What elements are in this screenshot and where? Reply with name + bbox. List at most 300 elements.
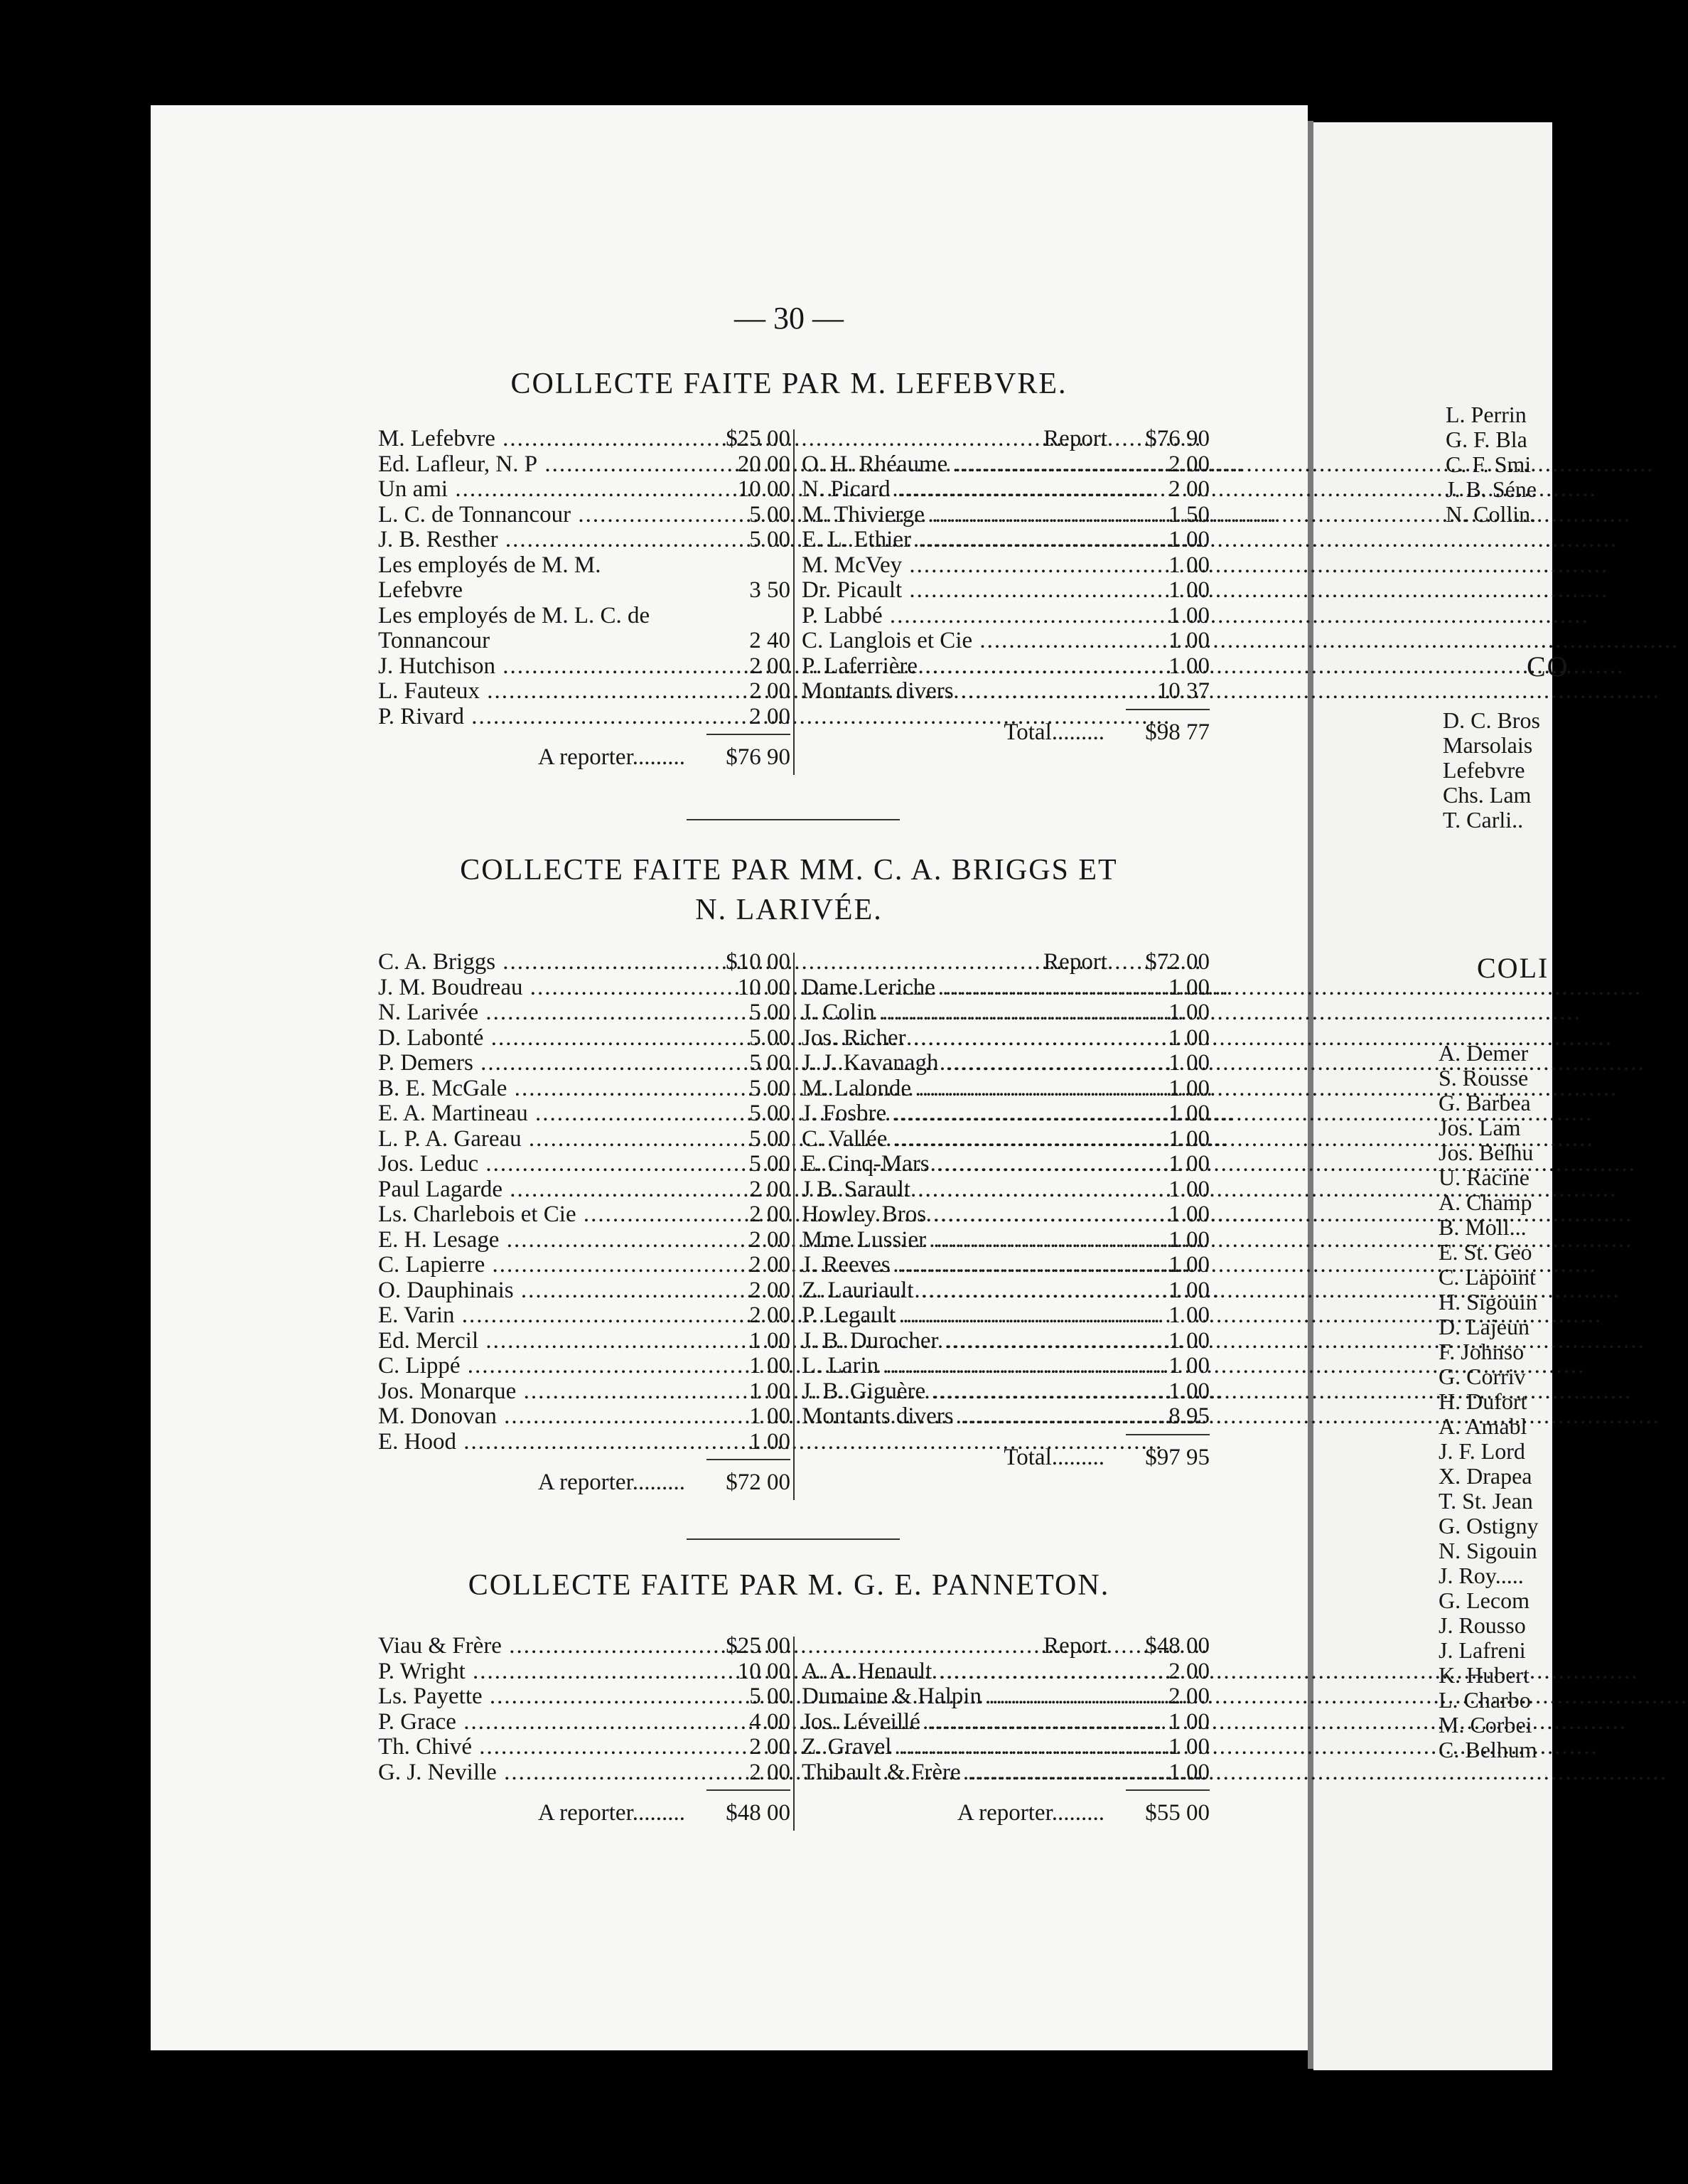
list-item bbox=[802, 553, 1210, 579]
contributor-name: J B. Sarault ..... bbox=[802, 1177, 1107, 1203]
contributor-name: Les employés de M. M. Lefebvre bbox=[378, 552, 601, 603]
facing-page-entry: M. Corbei bbox=[1439, 1712, 1532, 1738]
contribution-amount: 4 00 bbox=[749, 1708, 790, 1735]
contributor-name: N. Picard ..... bbox=[802, 477, 1107, 503]
list-item bbox=[802, 1735, 1210, 1760]
contributor-name: D. Labonté ..... bbox=[378, 1026, 684, 1051]
contributor-name: Ls. Payette ..... bbox=[378, 1684, 684, 1710]
total-row bbox=[802, 1445, 1210, 1477]
contributor-name: Jos. Léveillé ..... bbox=[802, 1710, 1107, 1735]
facing-page-entry: H. Sigouin bbox=[1439, 1289, 1537, 1315]
contributor-name: Montants divers ..... bbox=[802, 679, 1107, 705]
list-item bbox=[378, 705, 790, 730]
contribution-amount: 2 00 bbox=[1168, 451, 1210, 477]
list-item bbox=[802, 1127, 1210, 1152]
list-item bbox=[802, 477, 1210, 503]
list-item bbox=[802, 1634, 1210, 1659]
footer-amount: $48 00 bbox=[726, 1800, 790, 1826]
facing-page-list bbox=[1439, 1041, 1538, 1762]
contribution-amount: 5 00 bbox=[749, 1684, 790, 1709]
contribution-amount: 2 00 bbox=[749, 1226, 790, 1253]
list-item bbox=[378, 477, 790, 503]
contribution-amount: 1 00 bbox=[1168, 1252, 1210, 1278]
contributor-name: A. A. Henault ..... bbox=[802, 1659, 1107, 1685]
section-separator bbox=[687, 819, 900, 820]
list-item bbox=[378, 1177, 790, 1203]
contributor-name: M. Lefebvre ..... bbox=[378, 427, 684, 452]
list-item bbox=[802, 427, 1210, 452]
list-item bbox=[802, 1278, 1210, 1304]
contributor-name: C. Lippé ..... bbox=[378, 1354, 684, 1379]
right-column bbox=[802, 427, 1210, 751]
contribution-amount: 2 00 bbox=[749, 1277, 790, 1303]
facing-page-entry: G. F. Bla bbox=[1446, 427, 1527, 452]
contributor-name: P. Laferrière ..... bbox=[802, 654, 1107, 680]
contributor-name: J. B. Durocher ..... bbox=[802, 1329, 1107, 1354]
sum-rule bbox=[1126, 1434, 1210, 1435]
contributor-name: L. Fauteux ..... bbox=[378, 679, 684, 705]
list-item bbox=[802, 578, 1210, 604]
footer-amount: $72 00 bbox=[726, 1470, 790, 1495]
sum-rule bbox=[706, 734, 790, 735]
contributor-name: L. P. A. Gareau ..... bbox=[378, 1127, 684, 1152]
list-item bbox=[378, 1278, 790, 1304]
footer-amount: $98 77 bbox=[1145, 719, 1210, 745]
contributor-name: E. L. Ethier ..... bbox=[802, 528, 1107, 553]
list-item bbox=[802, 1760, 1210, 1786]
footer-label: Total......... bbox=[1004, 1444, 1104, 1470]
contributor-name: B. E. McGale ..... bbox=[378, 1076, 684, 1102]
contributor-name: Th. Chivé ..... bbox=[378, 1735, 684, 1760]
list-item bbox=[802, 1329, 1210, 1354]
contribution-amount: $25 00 bbox=[726, 426, 790, 451]
list-item bbox=[378, 1735, 790, 1760]
contribution-amount: 2 00 bbox=[749, 1302, 790, 1328]
footer-label: A reporter......... bbox=[957, 1800, 1104, 1826]
list-item bbox=[802, 452, 1210, 478]
facing-page-entry: X. Drapea bbox=[1439, 1463, 1532, 1489]
list-item bbox=[802, 1303, 1210, 1329]
list-item bbox=[378, 528, 790, 553]
contribution-amount: 1 00 bbox=[1168, 628, 1210, 653]
footer-label: Total......... bbox=[1004, 719, 1104, 745]
left-column bbox=[378, 1634, 790, 1832]
contributor-name: Z. Gravel ..... bbox=[802, 1735, 1107, 1760]
section-title bbox=[370, 364, 1208, 404]
contribution-amount: 1 00 bbox=[1168, 1327, 1210, 1354]
list-item bbox=[378, 1202, 790, 1228]
list-item bbox=[378, 1000, 790, 1026]
contribution-amount: 1 00 bbox=[1168, 974, 1210, 1000]
facing-page-entry: T. St. Jean bbox=[1439, 1488, 1533, 1514]
contributor-name: P. Grace ..... bbox=[378, 1710, 684, 1735]
facing-page-entry: D. Lajeun bbox=[1439, 1314, 1530, 1339]
column-divider bbox=[793, 429, 795, 775]
contributor-name: E. Cinq-Mars ..... bbox=[802, 1152, 1107, 1177]
column-divider bbox=[793, 953, 795, 1500]
contribution-amount: 2 00 bbox=[749, 703, 790, 729]
facing-page-list bbox=[1446, 402, 1537, 527]
facing-page-entry: J. F. Lord bbox=[1439, 1438, 1525, 1464]
list-item bbox=[802, 1026, 1210, 1051]
contribution-amount: $72 00 bbox=[1145, 949, 1210, 975]
contribution-amount: 1 00 bbox=[1168, 1125, 1210, 1152]
contribution-amount: $10 00 bbox=[726, 949, 790, 975]
page-number: — 30 — bbox=[734, 301, 844, 336]
contribution-amount: 1 00 bbox=[1168, 577, 1210, 603]
facing-page-entry: G. Barbea bbox=[1439, 1090, 1531, 1115]
contributor-name: Report bbox=[1043, 1633, 1107, 1659]
contribution-amount: 2 00 bbox=[749, 1734, 790, 1760]
facing-page-entry: U. Racine bbox=[1439, 1165, 1530, 1190]
subtotal-row bbox=[378, 1470, 790, 1502]
contribution-amount: 1 00 bbox=[1168, 1277, 1210, 1303]
list-item bbox=[802, 1684, 1210, 1710]
list-item bbox=[378, 1076, 790, 1102]
contribution-amount: 1 00 bbox=[749, 1353, 790, 1379]
contributor-name: Mme Lussier ..... bbox=[802, 1228, 1107, 1253]
contributor-name: J. B. Resther ..... bbox=[378, 528, 684, 553]
contributor-name: Ls. Charlebois et Cie ..... bbox=[378, 1202, 684, 1228]
contribution-amount: 5 00 bbox=[749, 1151, 790, 1177]
facing-page-entry: Chs. Lam bbox=[1443, 782, 1532, 808]
contributor-name: Thibault & Frère ..... bbox=[802, 1760, 1107, 1786]
facing-page-heading: CO bbox=[1527, 651, 1569, 682]
contribution-amount: 2 00 bbox=[1168, 476, 1210, 502]
contribution-amount: 2 00 bbox=[749, 1201, 790, 1227]
contribution-amount: 1 00 bbox=[1168, 1302, 1210, 1328]
contributor-name: Jos. Richer ..... bbox=[802, 1026, 1107, 1051]
contributor-name: P. Demers ..... bbox=[378, 1051, 684, 1076]
facing-page-entry: N. Sigouin bbox=[1439, 1538, 1537, 1563]
facing-page-entry: C. F. Smi bbox=[1446, 451, 1532, 477]
sum-rule bbox=[706, 1789, 790, 1791]
list-item bbox=[802, 679, 1210, 705]
list-item bbox=[378, 553, 790, 604]
contributor-name: Montants divers ..... bbox=[802, 1404, 1107, 1430]
column-divider bbox=[793, 1637, 795, 1831]
contribution-amount: 1 00 bbox=[1168, 1759, 1210, 1785]
facing-page-entry: E. St. Geo bbox=[1439, 1239, 1532, 1265]
contributor-name: P. Wright ..... bbox=[378, 1659, 684, 1685]
list-item bbox=[378, 1329, 790, 1354]
list-item bbox=[802, 1228, 1210, 1253]
facing-page-entry: Marsolais bbox=[1443, 732, 1533, 758]
list-item bbox=[378, 1127, 790, 1152]
sum-rule bbox=[1126, 709, 1210, 710]
contributor-name: J. Colin ..... bbox=[802, 1000, 1107, 1026]
facing-page-entry: Jos. Belhu bbox=[1439, 1140, 1534, 1165]
list-item bbox=[378, 1303, 790, 1329]
list-item bbox=[378, 654, 790, 680]
list-item bbox=[802, 1202, 1210, 1228]
contributor-name: Howley Bros ..... bbox=[802, 1202, 1107, 1228]
contributor-name: L. C. de Tonnancour ..... bbox=[378, 503, 684, 528]
left-column bbox=[378, 427, 790, 776]
contribution-amount: 1 00 bbox=[1168, 552, 1210, 578]
section-title bbox=[370, 1565, 1208, 1605]
facing-page-entry: G. Lecom bbox=[1439, 1588, 1530, 1613]
footer-label: A reporter......... bbox=[537, 744, 685, 770]
contribution-amount: 1 50 bbox=[1168, 501, 1210, 528]
list-item bbox=[802, 628, 1210, 654]
facing-page-entry: J. Lafreni bbox=[1439, 1637, 1526, 1663]
list-item bbox=[378, 1760, 790, 1786]
contributor-name: Jos. Monarque ..... bbox=[378, 1379, 684, 1405]
contributor-name: P. Legault ..... bbox=[802, 1303, 1107, 1329]
contribution-amount: 1 00 bbox=[1168, 1176, 1210, 1202]
list-item bbox=[802, 503, 1210, 528]
list-item bbox=[378, 1710, 790, 1735]
facing-page-entry: F. Johnso bbox=[1439, 1339, 1525, 1364]
facing-page-entry: T. Carli.. bbox=[1443, 807, 1524, 833]
footer-amount: $76 90 bbox=[726, 744, 790, 770]
total-row bbox=[802, 720, 1210, 751]
list-item bbox=[378, 1026, 790, 1051]
list-item bbox=[378, 1051, 790, 1076]
contribution-amount: 5 00 bbox=[749, 527, 790, 552]
list-item bbox=[378, 1354, 790, 1379]
facing-page-entry: A. Champ bbox=[1439, 1189, 1532, 1215]
contribution-amount: 5 00 bbox=[749, 1024, 790, 1051]
contribution-amount: 10 37 bbox=[1156, 678, 1210, 704]
facing-page-entry: H. Dufort bbox=[1439, 1388, 1527, 1414]
list-item bbox=[378, 1152, 790, 1177]
contributor-name: Dumaine & Halpin ..... bbox=[802, 1684, 1107, 1710]
list-item bbox=[802, 528, 1210, 553]
contribution-amount: 2 00 bbox=[749, 678, 790, 704]
contribution-amount: 1 00 bbox=[1168, 1201, 1210, 1227]
facing-page-entry: A. Amabl bbox=[1439, 1413, 1527, 1439]
facing-page-entry: L. Perrin bbox=[1446, 402, 1527, 427]
contribution-amount: 2 00 bbox=[749, 653, 790, 679]
contribution-amount: 2 00 bbox=[1168, 1684, 1210, 1709]
sum-rule bbox=[706, 1459, 790, 1460]
contributor-name: C. Langlois et Cie ..... bbox=[802, 628, 1107, 654]
contributor-name: P. Labbé ..... bbox=[802, 604, 1107, 629]
contribution-amount: 1 00 bbox=[1168, 1101, 1210, 1126]
contribution-amount: 10 00 bbox=[737, 1658, 790, 1684]
list-item bbox=[802, 975, 1210, 1001]
list-item bbox=[802, 1710, 1210, 1735]
list-item bbox=[802, 1152, 1210, 1177]
contribution-amount: 5 00 bbox=[749, 1125, 790, 1152]
list-item bbox=[802, 1076, 1210, 1102]
contributor-name: J. Fosbre ..... bbox=[802, 1101, 1107, 1127]
contributor-name: Jos. Leduc ..... bbox=[378, 1152, 684, 1177]
facing-page-entry: G. Ostigny bbox=[1439, 1513, 1539, 1538]
footer-amount: $55 00 bbox=[1145, 1800, 1210, 1826]
contribution-amount: 1 00 bbox=[749, 1428, 790, 1455]
facing-page-entry: B. Moll... bbox=[1439, 1214, 1527, 1240]
contribution-amount: 1 00 bbox=[1168, 1226, 1210, 1253]
contributor-name: Ed. Lafleur, N. P ..... bbox=[378, 452, 684, 478]
list-item bbox=[802, 1404, 1210, 1430]
list-item bbox=[378, 679, 790, 705]
list-item bbox=[802, 950, 1210, 975]
contribution-amount: 1 00 bbox=[1168, 527, 1210, 552]
contributor-name: Report bbox=[1043, 426, 1107, 451]
list-item bbox=[378, 1634, 790, 1659]
section-title-line: COLLECTE FAITE PAR M. G. E. PANNETON. bbox=[468, 1569, 1110, 1602]
contribution-amount: 1 00 bbox=[749, 1327, 790, 1354]
section-title-line: N. LARIVÉE. bbox=[695, 894, 883, 926]
contribution-amount: 1 00 bbox=[1168, 653, 1210, 679]
contributor-name: C. Lapierre ..... bbox=[378, 1253, 684, 1278]
contribution-amount: 10 00 bbox=[737, 476, 790, 502]
facing-page-entry: N. Collin. bbox=[1446, 501, 1537, 527]
contribution-amount: 2 00 bbox=[749, 1252, 790, 1278]
list-item bbox=[802, 1253, 1210, 1278]
list-item bbox=[378, 1379, 790, 1405]
list-item bbox=[802, 604, 1210, 629]
list-item bbox=[802, 1051, 1210, 1076]
contributor-name: P. Rivard ..... bbox=[378, 705, 684, 730]
list-item bbox=[378, 1101, 790, 1127]
contributor-name: G. J. Neville ..... bbox=[378, 1760, 684, 1786]
facing-page-entry: Jos. Lam bbox=[1439, 1115, 1521, 1140]
subtotal-row bbox=[378, 1801, 790, 1832]
contributor-name: Report bbox=[1043, 949, 1107, 975]
facing-page-entry: L. Charbo bbox=[1439, 1687, 1531, 1713]
facing-page-entry: S. Rousse bbox=[1439, 1065, 1529, 1091]
contribution-amount: $25 00 bbox=[726, 1633, 790, 1659]
list-item bbox=[802, 1659, 1210, 1685]
contributor-name: M. Thivierge ..... bbox=[802, 503, 1107, 528]
list-item bbox=[378, 503, 790, 528]
right-column bbox=[802, 950, 1210, 1477]
section-title bbox=[370, 850, 1208, 930]
list-item bbox=[378, 1659, 790, 1685]
contribution-amount: 1 00 bbox=[1168, 1050, 1210, 1076]
contributor-name: O. Dauphinais ..... bbox=[378, 1278, 684, 1304]
right-column bbox=[802, 1634, 1210, 1832]
contribution-amount: 1 00 bbox=[1168, 602, 1210, 628]
contribution-amount: 1 00 bbox=[1168, 1708, 1210, 1735]
list-item bbox=[802, 654, 1210, 680]
contributor-name: L. Larin ..... bbox=[802, 1354, 1107, 1379]
contributor-name: J. B. Giguère ..... bbox=[802, 1379, 1107, 1405]
facing-page-entry: Lefebvre bbox=[1443, 757, 1525, 783]
list-item bbox=[802, 1177, 1210, 1203]
facing-page-entry: C. Belhum bbox=[1439, 1737, 1537, 1762]
contribution-amount: 1 00 bbox=[1168, 1353, 1210, 1379]
facing-page-entry: K. Hubert bbox=[1439, 1662, 1530, 1688]
contribution-amount: 20 00 bbox=[737, 451, 790, 477]
list-item bbox=[378, 604, 790, 654]
contributor-name: N. Larivée ..... bbox=[378, 1000, 684, 1026]
contributor-name: M. Lalonde ..... bbox=[802, 1076, 1107, 1102]
contributor-name: Dr. Picault ..... bbox=[802, 578, 1107, 604]
contributor-name: J. Hutchison ..... bbox=[378, 654, 684, 680]
list-item bbox=[378, 427, 790, 452]
list-item bbox=[802, 1379, 1210, 1405]
contributor-name: Ed. Mercil ..... bbox=[378, 1329, 684, 1354]
left-column bbox=[378, 950, 790, 1502]
facing-page-entry: C. Lapoint bbox=[1439, 1264, 1536, 1290]
list-item bbox=[802, 1101, 1210, 1127]
facing-page-entry: D. C. Bros bbox=[1443, 707, 1540, 733]
footer-label: A reporter......... bbox=[537, 1470, 685, 1495]
list-item bbox=[802, 1354, 1210, 1379]
contributor-name: Dame Leriche ..... bbox=[802, 975, 1107, 1001]
contribution-amount: 2 00 bbox=[1168, 1658, 1210, 1684]
contribution-amount: 2 00 bbox=[749, 1176, 790, 1202]
contribution-amount: 5 00 bbox=[749, 1075, 790, 1101]
facing-page-heading: COLI bbox=[1477, 952, 1549, 984]
contributor-name: M. Donovan ..... bbox=[378, 1404, 684, 1430]
contribution-amount: 2 00 bbox=[749, 1759, 790, 1785]
contributor-name: E. Hood ..... bbox=[378, 1430, 684, 1455]
total-row bbox=[802, 1801, 1210, 1832]
list-item bbox=[378, 1228, 790, 1253]
subtotal-row bbox=[378, 745, 790, 776]
contribution-amount: 1 00 bbox=[1168, 1151, 1210, 1177]
list-item bbox=[802, 1000, 1210, 1026]
contributor-name: J. Reeves ..... bbox=[802, 1253, 1107, 1278]
sum-rule bbox=[1126, 1789, 1210, 1791]
footer-label: A reporter......... bbox=[537, 1800, 685, 1826]
footer-amount: $97 95 bbox=[1145, 1444, 1210, 1470]
list-item bbox=[378, 975, 790, 1001]
contributor-name: Les employés de M. L. C. de Tonnancour bbox=[378, 602, 650, 653]
contributor-name: Paul Lagarde ..... bbox=[378, 1177, 684, 1203]
facing-page-entry: A. Demer bbox=[1439, 1040, 1529, 1066]
contributor-name: C. A. Briggs ..... bbox=[378, 950, 684, 975]
contributor-name: E. A. Martineau ..... bbox=[378, 1101, 684, 1127]
list-item bbox=[378, 1684, 790, 1710]
section-title-line: COLLECTE FAITE PAR MM. C. A. BRIGGS ET bbox=[460, 854, 1118, 887]
contribution-amount: $48 00 bbox=[1145, 1633, 1210, 1659]
contributor-name: O. H. Rhéaume ..... bbox=[802, 452, 1107, 478]
contributor-name: Z. Lauriault ..... bbox=[802, 1278, 1107, 1304]
contribution-amount: 1 00 bbox=[749, 1403, 790, 1429]
contribution-amount: 1 00 bbox=[1168, 1734, 1210, 1760]
contribution-amount: 5 00 bbox=[749, 1000, 790, 1025]
contributor-name: E. H. Lesage ..... bbox=[378, 1228, 684, 1253]
contribution-amount: 1 00 bbox=[1168, 1024, 1210, 1051]
facing-page-list bbox=[1443, 708, 1540, 833]
contribution-amount: 1 00 bbox=[1168, 1000, 1210, 1025]
section-separator bbox=[687, 1538, 900, 1540]
contribution-amount: 1 00 bbox=[749, 1378, 790, 1404]
list-item bbox=[378, 950, 790, 975]
contributor-name: J. J. Kavanagh ..... bbox=[802, 1051, 1107, 1076]
facing-page-entry: G. Corriv bbox=[1439, 1364, 1526, 1389]
section-title-line: COLLECTE FAITE PAR M. LEFEBVRE. bbox=[510, 368, 1068, 400]
facing-page-entry: J. Rousso bbox=[1439, 1612, 1526, 1638]
contributor-name: Viau & Frère ..... bbox=[378, 1634, 684, 1659]
contributor-name: E. Varin ..... bbox=[378, 1303, 684, 1329]
contribution-amount: 3 50 bbox=[749, 577, 790, 603]
list-item bbox=[378, 1430, 790, 1455]
facing-page-entry: J. Roy..... bbox=[1439, 1563, 1524, 1588]
contribution-amount: 5 00 bbox=[749, 501, 790, 528]
contribution-amount: 1 00 bbox=[1168, 1075, 1210, 1101]
contribution-amount: 10 00 bbox=[737, 974, 790, 1000]
contribution-amount: 5 00 bbox=[749, 1101, 790, 1126]
contributor-name: C. Vallée ..... bbox=[802, 1127, 1107, 1152]
contribution-amount: 5 00 bbox=[749, 1050, 790, 1076]
facing-page-entry: J. B. Séne bbox=[1446, 476, 1537, 502]
list-item bbox=[378, 452, 790, 478]
contribution-amount: 2 40 bbox=[749, 628, 790, 653]
contributor-name: J. M. Boudreau ..... bbox=[378, 975, 684, 1001]
contribution-amount: $76 90 bbox=[1145, 426, 1210, 451]
contributor-name: Un ami ..... bbox=[378, 477, 684, 503]
list-item bbox=[378, 1404, 790, 1430]
contributor-name: M. McVey ..... bbox=[802, 553, 1107, 579]
